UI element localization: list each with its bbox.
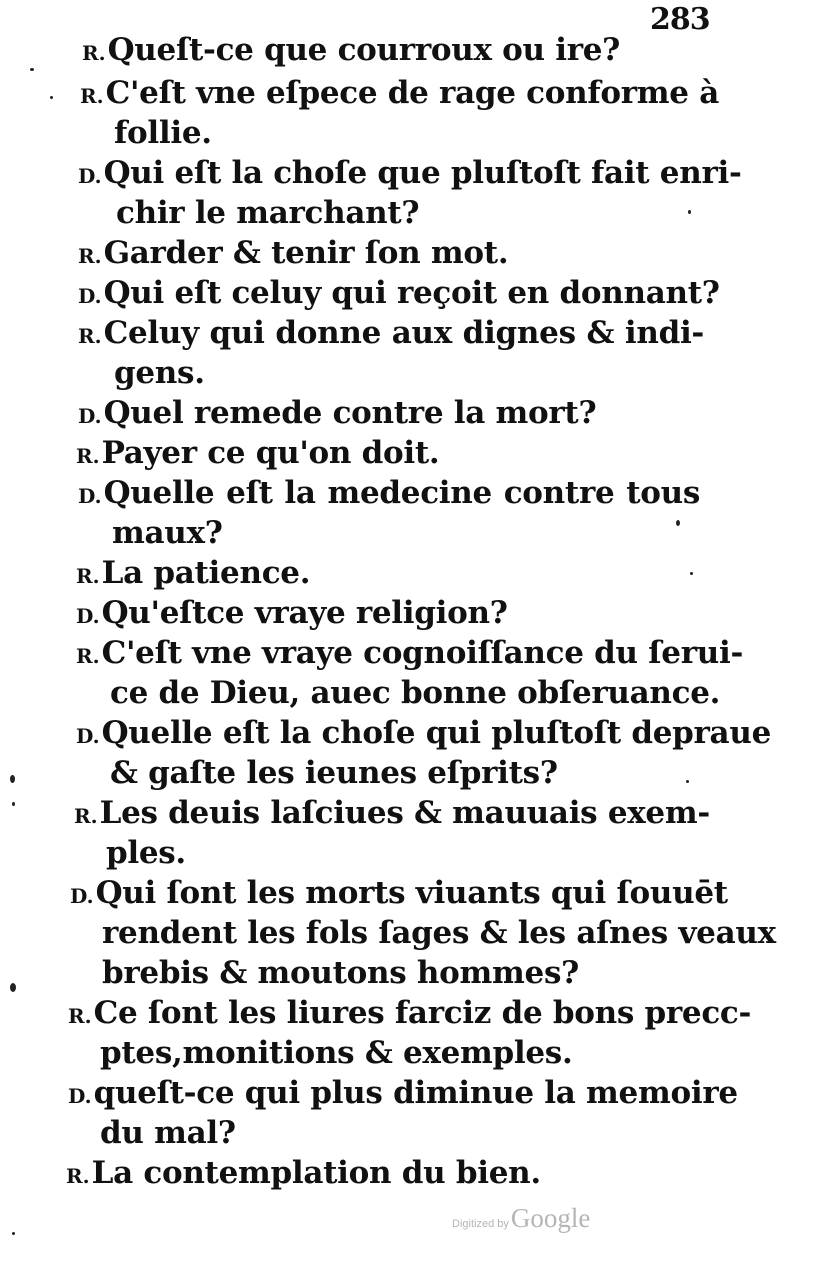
line-text: Queſt-ce que courroux ou ire?: [107, 32, 621, 68]
text-line: [108, 753, 578, 796]
watermark-prefix: Digitized by: [452, 1218, 509, 1230]
text-line: [78, 233, 578, 276]
text-line: [78, 473, 700, 516]
line-text: Garder & tenir ſon mot.: [103, 235, 509, 271]
text-line: [70, 873, 728, 916]
line-text: Qui eſt celuy qui reçoit en donnant?: [103, 275, 720, 311]
text-line: [80, 73, 719, 116]
speaker-label: D.: [78, 404, 102, 428]
text-line: [112, 113, 412, 156]
scan-speck: [690, 572, 693, 575]
line-text: Qui ſont les morts viuants qui ſouuēt: [95, 875, 728, 911]
text-line: [100, 953, 579, 996]
speaker-label: R.: [68, 1004, 92, 1028]
speaker-label: D.: [78, 164, 102, 188]
scan-speck: [12, 1232, 15, 1235]
scan-speck: [30, 68, 34, 71]
text-line: [108, 673, 721, 716]
speaker-label: D.: [68, 1084, 92, 1108]
text-line: [82, 30, 621, 73]
speaker-label: R.: [66, 1164, 90, 1188]
speaker-label: R.: [76, 444, 100, 468]
line-text: gens.: [114, 355, 205, 391]
speaker-label: R.: [76, 564, 100, 588]
scan-speck: [688, 210, 691, 214]
speaker-label: D.: [78, 284, 102, 308]
line-text: ce de Dieu, auec bonne obſeruance.: [110, 675, 721, 711]
speaker-label: R.: [78, 324, 102, 348]
text-line: [78, 273, 720, 316]
line-text: ptes,monitions & exemples.: [100, 1035, 573, 1071]
text-line: [76, 713, 772, 756]
speaker-label: R.: [82, 41, 106, 65]
line-text: Celuy qui donne aux dignes & indi-: [103, 315, 704, 351]
text-line: [78, 153, 742, 196]
text-line: [68, 993, 752, 1036]
text-line: [68, 1073, 738, 1116]
text-line: [110, 513, 310, 556]
speaker-label: D.: [76, 604, 100, 628]
speaker-label: R.: [76, 644, 100, 668]
line-text: chir le marchant?: [116, 195, 420, 231]
speaker-label: D.: [78, 484, 102, 508]
scan-speck: [10, 775, 15, 783]
text-line: [74, 793, 710, 836]
scan-speck: [676, 520, 680, 526]
text-line: [76, 433, 526, 476]
scan-speck: [10, 983, 16, 992]
line-text: Quel remede contre la mort?: [103, 395, 597, 431]
line-text: Payer ce qu'on doit.: [101, 435, 440, 471]
line-text: follie.: [114, 115, 212, 151]
text-line: [66, 1153, 566, 1196]
line-text: C'eſt vne vraye cognoiſſance du ſerui-: [101, 635, 744, 671]
line-text: brebis & moutons hommes?: [102, 955, 579, 991]
scan-speck: [50, 96, 53, 99]
text-line: [104, 833, 304, 876]
text-line: [78, 313, 704, 356]
text-line: [100, 913, 776, 956]
line-text: C'eſt vne eſpece de rage conforme à: [105, 75, 719, 111]
text-line: [76, 633, 744, 676]
scan-speck: [12, 802, 15, 806]
speaker-label: D.: [76, 724, 100, 748]
text-line: [98, 1033, 658, 1076]
line-text: ples.: [106, 835, 186, 871]
line-text: & gaſte les ieunes eſprits?: [110, 755, 558, 791]
text-line: [76, 553, 396, 596]
speaker-label: R.: [74, 804, 98, 828]
line-text: du mal?: [100, 1115, 236, 1151]
google-logo: Google: [510, 1203, 591, 1233]
line-text: Qu'eſtce vraye religion?: [101, 595, 508, 631]
line-text: Les deuis laſciues & mauuais exem-: [99, 795, 710, 831]
line-text: Quelle eſt la medecine contre tous: [103, 475, 700, 511]
scan-speck: [686, 780, 689, 783]
text-line: [112, 353, 312, 396]
text-line: [78, 393, 638, 436]
line-text: La contemplation du bien.: [91, 1155, 541, 1191]
line-text: maux?: [112, 515, 223, 551]
line-text: rendent les fols ſages & les aſnes veaux: [102, 915, 776, 951]
line-text: Ce ſont les liures farciz de bons precc-: [93, 995, 752, 1031]
line-text: La patience.: [101, 555, 311, 591]
line-text: Qui eſt la choſe que pluſtoſt fait enri-: [103, 155, 742, 191]
text-line: [76, 593, 576, 636]
speaker-label: R.: [80, 84, 104, 108]
page-number: 283: [650, 2, 710, 37]
line-text: queſt-ce qui plus diminue la memoire: [93, 1075, 738, 1111]
speaker-label: R.: [78, 244, 102, 268]
digitized-by-google-watermark: [452, 1203, 590, 1234]
text-line: [98, 1113, 298, 1156]
text-line: [114, 193, 514, 236]
speaker-label: D.: [70, 884, 94, 908]
line-text: Quelle eſt la choſe qui pluſtoſt depraue: [101, 715, 772, 751]
